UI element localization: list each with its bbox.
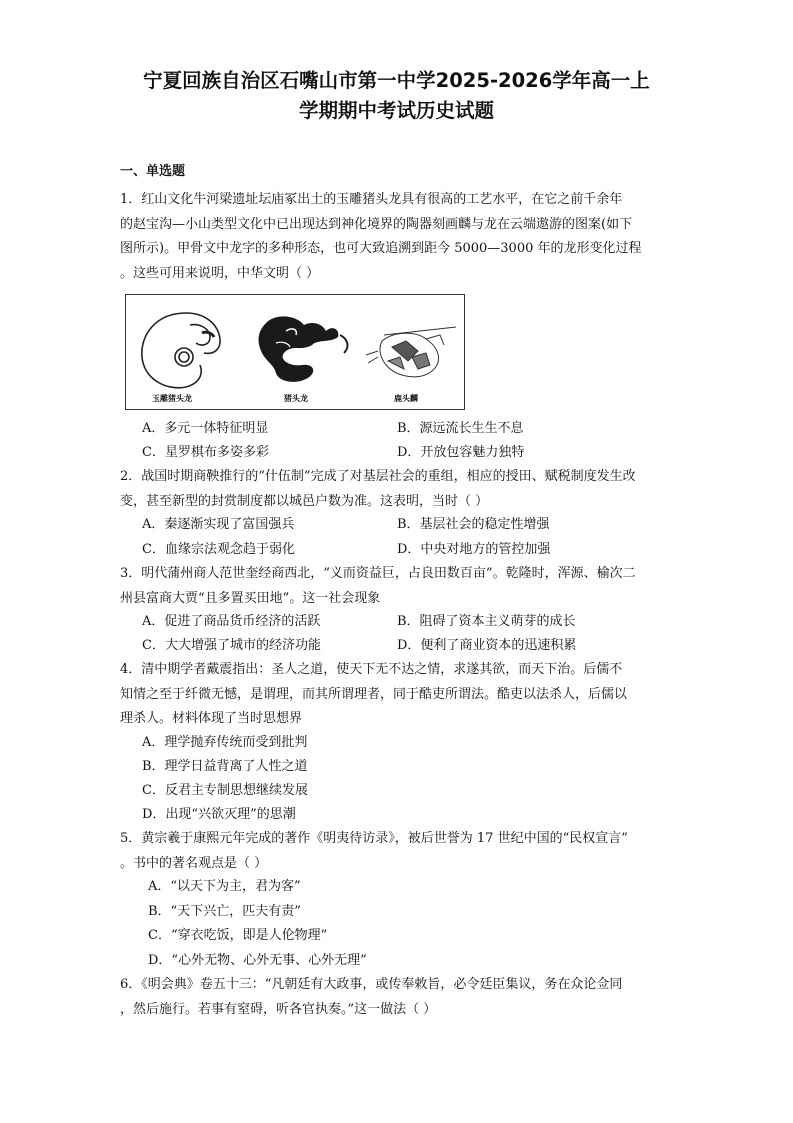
q2-option-d[interactable]: D．中央对地方的管控加强 [397, 542, 551, 557]
question-line: 6．《明会典》卷五十三：“凡朝廷有大政事，或传奉敕旨，必令廷臣集议，务在众论佥同 [120, 977, 623, 992]
deer-head-qilin-image [366, 327, 456, 377]
q3-option-c[interactable]: C．大大增强了城市的经济功能 [142, 638, 321, 653]
question-line: ，然后施行。若事有窒碍，听各官执奏。”这一做法（ ） [120, 1001, 437, 1017]
question-2-stem [120, 465, 680, 514]
q1-option-d[interactable]: D．开放包容魅力独特 [397, 445, 525, 460]
q5-option-a[interactable]: A．“以天下为主，君为客” [148, 879, 301, 894]
caption-pig-head-dragon: 猪头龙 [284, 394, 308, 403]
question-1-stem [120, 188, 680, 286]
question-line: 变，甚至新型的封赏制度都以城邑户数为准。这表明，当时（ ） [120, 493, 489, 509]
q3-option-d[interactable]: D．便利了商业资本的迅速积累 [397, 638, 577, 653]
q1-option-a[interactable]: A．多元一体特征明显 [142, 421, 269, 436]
caption-jade-pig-dragon: 玉雕猪头龙 [152, 394, 192, 403]
q3-option-b[interactable]: B．阻碍了资本主义萌芽的成长 [397, 614, 576, 629]
caption-deer-head-qilin: 鹿头麟 [394, 394, 418, 403]
q2-option-b[interactable]: B．基层社会的稳定性增强 [397, 517, 550, 532]
question-line: 图所示)。甲骨文中龙字的多种形态，也可大致追溯到距今 5000—3000 年的龙形变化过程 [120, 241, 642, 256]
question-line: 的赵宝沟—小山类型文化中已出现达到神化境界的陶器刻画麟与龙在云端遨游的图案(如下 [120, 216, 633, 232]
q5-option-c[interactable]: C．“穿衣吃饭，即是人伦物理” [148, 928, 328, 943]
q1-option-b[interactable]: B．源远流长生生不息 [397, 421, 524, 436]
q2-option-c[interactable]: C．血缘宗法观念趋于弱化 [142, 542, 295, 557]
q5-option-b[interactable]: B．“天下兴亡，匹夫有责” [148, 904, 301, 919]
question-line: 4．清中期学者戴震指出：圣人之道，使天下无不达之情，求遂其欲，而天下治。后儒不 [120, 662, 623, 677]
question-line: 理杀人。材料体现了当时思想界 [120, 711, 303, 726]
q4-option-a[interactable]: A．理学抛弃传统而受到批判 [142, 735, 308, 750]
title-line-2: 学期期中考试历史试题 [298, 99, 494, 122]
question-3-stem [120, 562, 680, 611]
q4-option-c[interactable]: C．反君主专制思想继续发展 [142, 783, 308, 798]
q2-option-a[interactable]: A．秦逐渐实现了富国强兵 [142, 517, 295, 532]
question-line: 1．红山文化牛河梁遗址坛庙冢出土的玉雕猪头龙具有很高的工艺水平，在它之前千余年 [120, 192, 623, 207]
q1-option-c[interactable]: C．星罗棋布多姿多彩 [142, 445, 269, 460]
question-line: 。这些可用来说明，中华文明（ ） [120, 265, 320, 281]
q4-option-b[interactable]: B．理学日益背离了人性之道 [142, 759, 308, 774]
q3-option-a[interactable]: A．促进了商品货币经济的活跃 [142, 614, 321, 629]
dragon-illustrations [126, 295, 463, 408]
q5-option-d[interactable]: D．“心外无物、心外无事、心外无理” [148, 953, 367, 968]
question-6-stem [120, 973, 680, 1022]
section-heading: 一、单选题 [120, 164, 186, 179]
exam-title [100, 66, 693, 126]
question-line: 2．战国时期商鞅推行的“什伍制”完成了对基层社会的重组，相应的授田、赋税制度发生改 [120, 469, 636, 484]
q4-option-d[interactable]: D．出现“兴欲灭理”的思潮 [142, 807, 296, 822]
pig-head-dragon-image [259, 316, 348, 381]
question-line: 州县富商大贾“且多置买田地”。这一社会现象 [120, 590, 381, 606]
question-line: 。书中的著名观点是（ ） [120, 855, 268, 871]
question-5-stem [120, 827, 680, 876]
jade-pig-dragon-image [142, 313, 220, 388]
question-line: 知情之至于纤微无憾，是谓理，而其所谓理者，同于酷吏所谓法。酷吏以法杀人，后儒以 [120, 686, 628, 702]
question-line: 5．黄宗羲于康熙元年完成的著作《明夷待访录》，被后世誉为 17 世纪中国的“民权宣言” [120, 831, 628, 846]
dragon-artifacts-figure [125, 294, 465, 410]
title-line-1: 宁夏回族自治区石嘴山市第一中学2025-2026学年高一上 [143, 69, 650, 92]
question-4-stem [120, 658, 680, 732]
question-line: 3．明代蒲州商人范世奎经商西北，“义而资益巨，占良田数百亩”。乾隆时，浑源、榆次二 [120, 566, 636, 581]
